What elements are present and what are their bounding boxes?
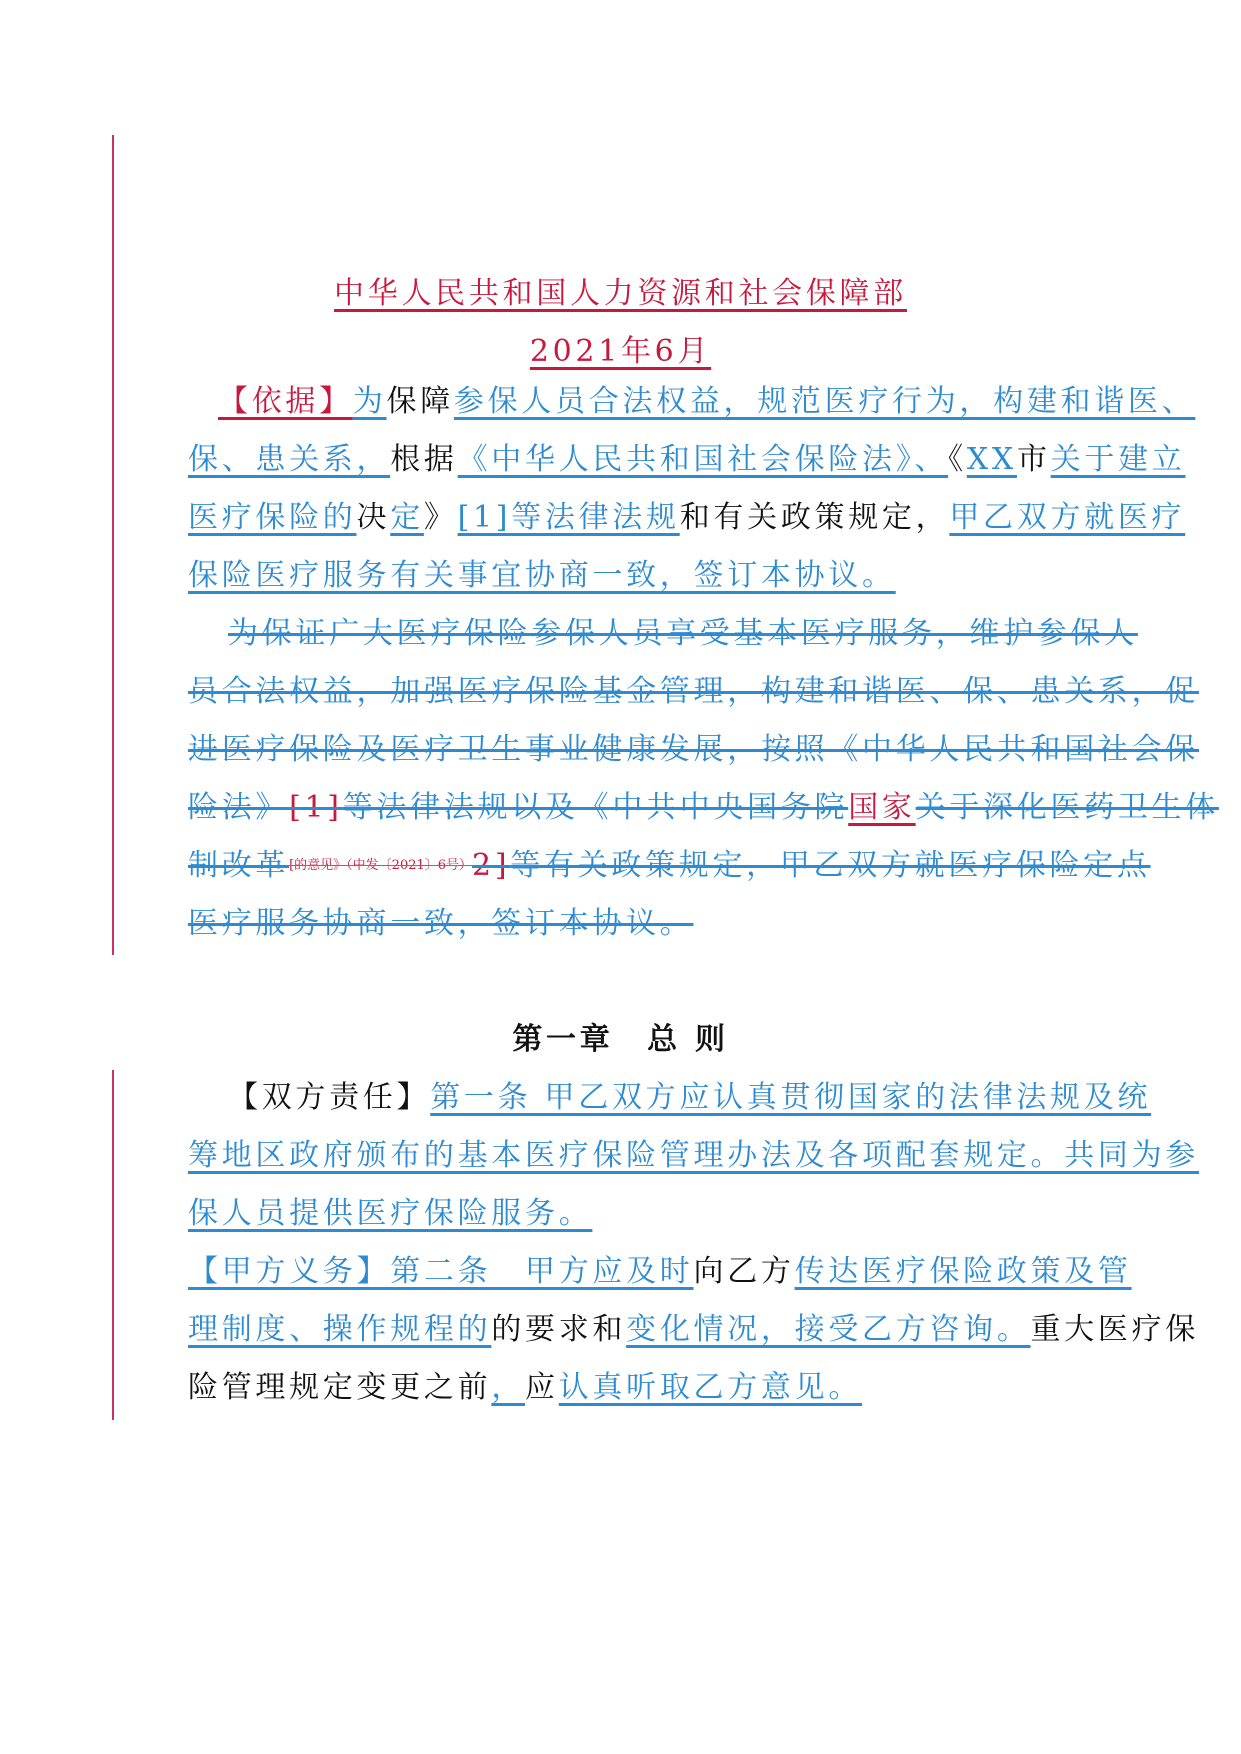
article1-line-3: 保人员提供医疗保险服务。 <box>188 1196 593 1231</box>
article1-line-1: 【双方责任】第一条 甲乙双方应认真贯彻国家的法律法规及统 <box>228 1080 1152 1115</box>
deleted-line-1: 为保证广大医疗保险参保人员享受基本医疗服务，维护参保人 <box>228 616 1138 651</box>
basis-line-2: 保、患关系，根据《中华人民共和国社会保险法》、《XX市关于建立 <box>188 442 1186 477</box>
deleted-line-3: 进医疗保险及医疗卫生事业健康发展，按照《中华人民共和国社会保 <box>188 732 1199 767</box>
chapter-heading: 第一章 总 则 <box>512 1022 729 1057</box>
footnote-ref-1[interactable]: [1]等法律法规 <box>457 500 680 535</box>
basis-line-4: 保险医疗服务有关事宜协商一致，签订本协议。 <box>188 558 896 593</box>
basis-tag: 【依据】 <box>218 384 353 419</box>
change-bar-bottom <box>112 1070 114 1420</box>
article1-tag: 【双方责任】 <box>228 1080 431 1115</box>
article1-line-2: 筹地区政府颁布的基本医疗保险管理办法及各项配套规定。共同为参 <box>188 1138 1199 1173</box>
article2-line-1: 【甲方义务】第二条 甲方应及时向乙方传达医疗保险政策及管 <box>188 1254 1132 1289</box>
issuer-line <box>0 272 1241 316</box>
issue-date: 2021年6月 <box>529 334 712 369</box>
deleted-line-5: 制改革$^{[的意见》(中发〔2021〕6号)}$2]等有关政策规定，甲乙双方就医疗保险定点 <box>188 848 1151 883</box>
article2-line-2: 理制度、操作规程的的要求和变化情况，接受乙方咨询。重大医疗保 <box>188 1312 1200 1347</box>
deleted-footnote-ref-1[interactable]: [1] <box>289 790 343 825</box>
date-line <box>0 330 1241 374</box>
article2-tag: 【甲方义务】第二条 甲方应及时 <box>188 1254 694 1289</box>
basis-line-3: 医疗保险的决定》[1]等法律法规和有关政策规定，甲乙双方就医疗 <box>188 500 1186 535</box>
deleted-footnote-ref-2[interactable]: 2] <box>472 848 511 883</box>
deleted-line-2: 员合法权益，加强医疗保险基金管理，构建和谐医、保、患关系，促 <box>188 674 1199 709</box>
deleted-footnote-text: [的意见》（中发〔2021〕6号） <box>289 858 473 873</box>
deleted-line-6: 医疗服务协商一致，签订本协议。 <box>188 906 694 941</box>
article2-line-3: 险管理规定变更之前，应认真听取乙方意见。 <box>188 1370 863 1405</box>
basis-line-1: 【依据】为保障参保人员合法权益，规范医疗行为，构建和谐医、 <box>218 384 1196 419</box>
deleted-line-4: 险法》[1]等法律法规以及《中共中央国务院国家关于深化医药卫生体 <box>188 790 1219 825</box>
change-bar-top <box>112 135 114 955</box>
issuer-name: 中华人民共和国人力资源和社会保障部 <box>334 276 907 311</box>
